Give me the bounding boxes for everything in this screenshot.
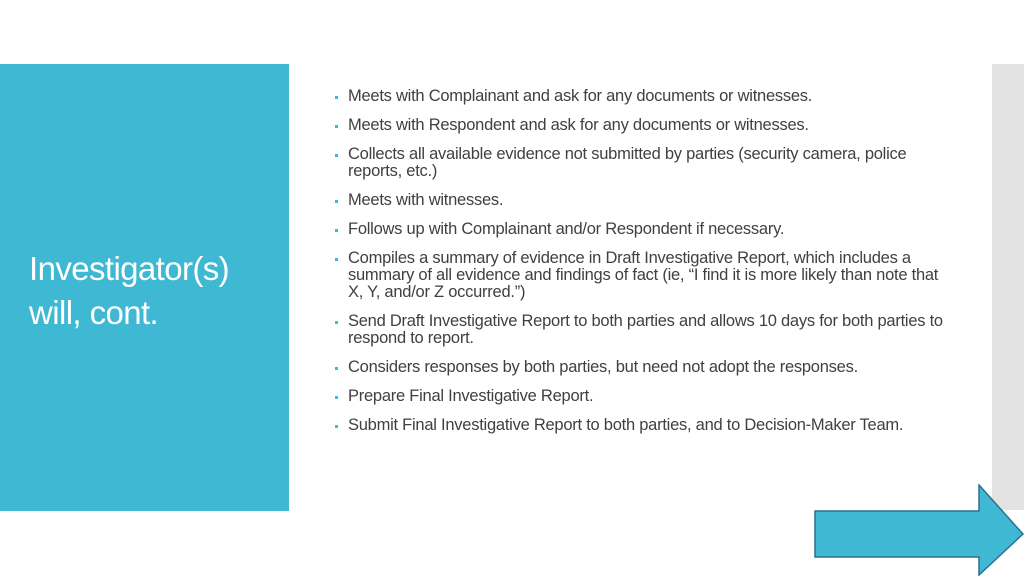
bullet-item: Compiles a summary of evidence in Draft Investigative Report, which includes a summary of all evidence and findings of fact (ie, “I find it is more likely than note that X, Y, and/or Z occurred.”) <box>334 250 944 301</box>
slide-title: Investigator(s) will, cont. <box>29 250 230 331</box>
bullet-list <box>334 88 944 446</box>
bullet-item: Follows up with Complainant and/or Respondent if necessary. <box>334 221 944 238</box>
bullet-item: Submit Final Investigative Report to both parties, and to Decision-Maker Team. <box>334 417 944 434</box>
bullet-item: Meets with Respondent and ask for any documents or witnesses. <box>334 117 944 134</box>
bullet-item: Meets with witnesses. <box>334 192 944 209</box>
bullet-item: Considers responses by both parties, but need not adopt the responses. <box>334 359 944 376</box>
bullet-item: Meets with Complainant and ask for any documents or witnesses. <box>334 88 944 105</box>
bullet-item: Prepare Final Investigative Report. <box>334 388 944 405</box>
bullet-item: Collects all available evidence not submitted by parties (security camera, police reports, etc.) <box>334 146 944 180</box>
arrow-right-icon[interactable] <box>814 484 1024 576</box>
right-accent-strip <box>992 64 1024 510</box>
bullet-item: Send Draft Investigative Report to both parties and allows 10 days for both parties to respond to report. <box>334 313 944 347</box>
